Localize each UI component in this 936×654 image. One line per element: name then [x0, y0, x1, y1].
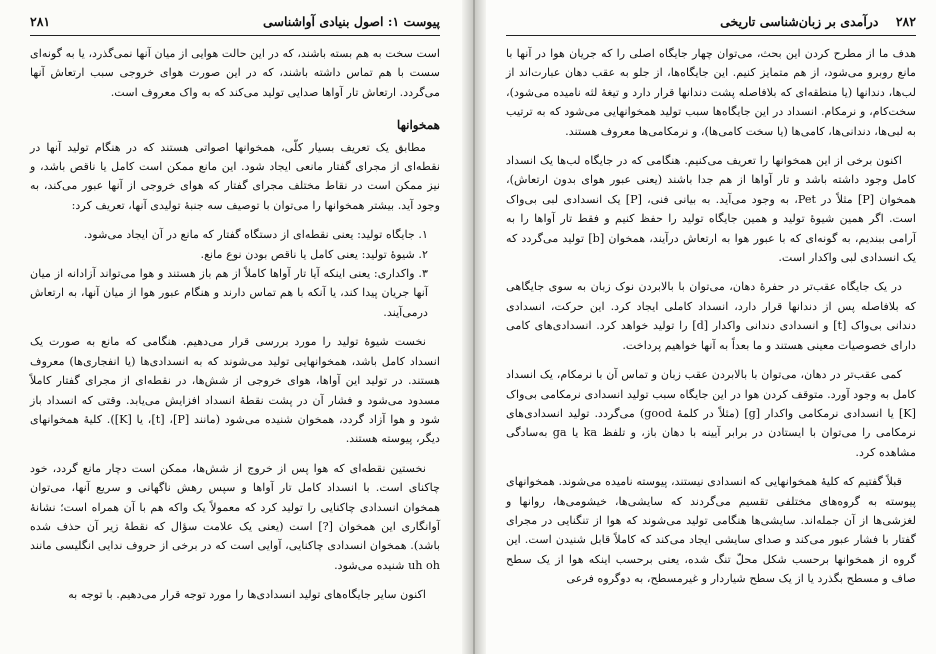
- left-page-header: [30, 10, 440, 32]
- paragraph: نخست شیوهٔ تولید را مورد بررسی قرار می‌دهیم. هنگامی که مانع به صورت یک انسداد کامل باشد، همخوانهایی تولید می‌شوند که به انسدادی‌ها (یا انفجاری‌ها) معروف هستند. در تولید این آواها، هوای خروجی از شش‌ها، در نقطه‌ای از مجرای گفتار کاملاً مسدود می‌شود و فشار آن در پشت نقطهٔ انسداد افزایش می‌یابد. وقتی که انسداد باز شود و هوا آزاد گردد، همخوان شنیده می‌شود (مانند [P]، [t]، یا [K]). کلیهٔ همخوانهای دیگر، پیوسته هستند.: [30, 335, 440, 446]
- right-page-header: [506, 10, 916, 32]
- paragraph: اکنون سایر جایگاه‌های تولید انسدادی‌ها را مورد توجه قرار می‌دهیم. با توجه به: [68, 588, 426, 602]
- book-gutter: [462, 0, 486, 654]
- paragraph: نخستین نقطه‌ای که هوا پس از خروج از شش‌ها، ممکن است دچار مانع گردد، خود چاکنای است. با انسداد کامل تار آواها و سپس رهش ناگهانی و سریع آنها، می‌توان همخوان انسدادی چاکنایی را تولید کرد که معمولاً یک واکه هم با آن همراه است؛ نشانهٔ آوانگاری این همخوان [?] است (یعنی یک علامت سؤال که نقطهٔ زیر آن حذف شده باشد). همخوان انسدادی چاکنایی، آوایی است که در برخی از حروف ندایی انگلیسی مانند uh oh شنیده می‌شود.: [30, 461, 440, 572]
- paragraph: قبلاً گفتیم که کلیهٔ همخوانهایی که انسدادی نیستند، پیوسته نامیده می‌شوند. همخوانهای پیوسته به گروه‌های مختلفی تقسیم می‌گردند که سایشی‌ها، خیشومی‌ها، روانها و لغزشی‌ها از آن جمله‌اند. سایشی‌ها هنگامی تولید می‌شوند که هوا از تنگنایی در مجرای گفتار با فشار عبور می‌کند و صدای سایشی ایجاد می‌کند که کاملاً قابل شنیدن است. این گروه از همخوانها برحسب شکل محلّ تنگ شده، یعنی برحسب اینکه هوا از یک سطح صاف و مسطح بگذرد یا از یک سطح شیاردار و غیرمسطح، به دوگروه فرعی: [506, 475, 916, 586]
- list-item: ۱. جایگاه تولید: یعنی نقطه‌ای از دستگاه گفتار که مانع در آن ایجاد می‌شود.: [83, 228, 428, 242]
- list-item: ۳. واکداری: یعنی اینکه آیا تار آواها کاملاً از هم باز هستند و هوا می‌تواند آزادانه از میان آنها جریان پیدا کند، یا آنکه با هم تماس دارند و هنگام عبور هوا از میان آنها، به ارتعاش درمی‌آیند.: [30, 267, 428, 319]
- right-header-rule: [506, 35, 916, 36]
- section-heading: همخوانها: [396, 118, 440, 133]
- list-item: ۲. شیوهٔ تولید: یعنی کامل یا ناقص بودن نوع مانع.: [200, 247, 428, 261]
- paragraph: کمی عقب‌تر در دهان، می‌توان با بالابردن عقب زبان و تماس آن با نرمکام، یک انسداد کامل به وجود آورد. متوقف کردن هوا در این جایگاه سبب تولید انسدادی نرمکامی بی‌واک [K] یا انسدادی نرمکامی واکدار [g] (مثلاً در کلمهٔ good) می‌گردد. تولید انسدادی‌های نرمکامی را می‌توان با ایستادن در برابر آیینه با دهان باز، و تلفظ ka یا ga به‌سادگی مشاهده کرد.: [506, 368, 916, 459]
- left-page-number: ۲۸۱: [30, 13, 51, 29]
- paragraph: مطابق یک تعریف بسیار کلّی، همخوانها اصواتی هستند که در هنگام تولید آنها در نقطه‌ای از مجرای گفتار مانعی ایجاد شود. این مانع ممکن است کامل یا ناقص باشد، و نیز ممکن است در نقاط مختلف مجرای گفتار که هوای خروجی از آنها عبور می‌کند، به وجود آید. بیشتر همخوانها را می‌توان با توصیف سه جنبهٔ تولیدی آنها، تعریف کرد:: [30, 140, 440, 212]
- paragraph: است سخت به هم بسته باشند، که در این حالت هوایی از میان آنها نمی‌گذرد، یا به گونه‌ای سست با هم تماس داشته باشند، که در این صورت هوای خروجی سبب ارتعاش آنها می‌گردد. ارتعاش تار آواها صدایی تولید می‌کند که به واک معروف است.: [30, 47, 440, 99]
- right-page-number: ۲۸۲: [895, 13, 916, 29]
- right-page-body: [506, 44, 916, 599]
- paragraph: اکنون برخی از این همخوانها را تعریف می‌کنیم. هنگامی که در جایگاه لب‌ها یک انسداد کامل وجود داشته باشد و تار آواها از هم جدا باشند (یعنی عبور هوای بدون ارتعاش)، همخوان [P] مثلاً در Pet، به وجود می‌آید. به بیانی فنی، [P] یک انسدادی لبی بی‌واک است. اگر همین شیوهٔ تولید و همین جایگاه تولید را حفظ کنیم و فقط تار آواها را به آرامی ببندیم، به گونه‌ای که با عبور هوا به ارتعاش درآیند، همخوان [b] تولید می‌گردد که یک انسدادی لبی واکدار است.: [506, 154, 916, 265]
- paragraph: هدف ما از مطرح کردن این بحث، می‌توان چهار جایگاه اصلی را که جریان هوا در آنها با مانع روبرو می‌شود، از هم متمایز کنیم. این جایگاه‌ها، از جلو به عقب دهان عبارت‌اند از لب‌ها، دندانها (یا منطقه‌ای که بلافاصله پشت دندانها قرار دارد و تیغهٔ لثه نامیده می‌شود)، سخت‌کام، و نرمکام. انسداد در این جایگاه‌ها سبب تولید همخوانهایی می‌شود که به ترتیب به لبی‌ها، دندانی‌ها، کامی‌ها (یا سخت کامی‌ها)، و نرمکامی‌ها معروف هستند.: [506, 47, 916, 138]
- paragraph: در یک جایگاه عقب‌تر در حفرهٔ دهان، می‌توان با بالابردن نوک زبان به سوی جایگاهی که بلافاصله پس از دندانها قرار دارد، انسداد کاملی ایجاد کرد. این حرکت، انسدادی دندانی بی‌واک [t] و انسدادی دندانی واکدار [d] را تولید خواهد کرد. انسدادی‌های کامی دارای خصوصیات معینی هستند و ما بعداً به آنها خواهیم پرداخت.: [506, 280, 916, 352]
- right-page-header-group: [720, 14, 916, 29]
- left-page: [0, 0, 462, 654]
- left-header-rule: [30, 35, 440, 36]
- right-running-title: درآمدی بر زبان‌شناسی تاریخی: [720, 13, 879, 29]
- left-running-title: پیوست ۱: اصول بنیادی آواشناسی: [263, 13, 440, 29]
- right-page: [486, 0, 936, 654]
- left-page-body: [30, 44, 440, 615]
